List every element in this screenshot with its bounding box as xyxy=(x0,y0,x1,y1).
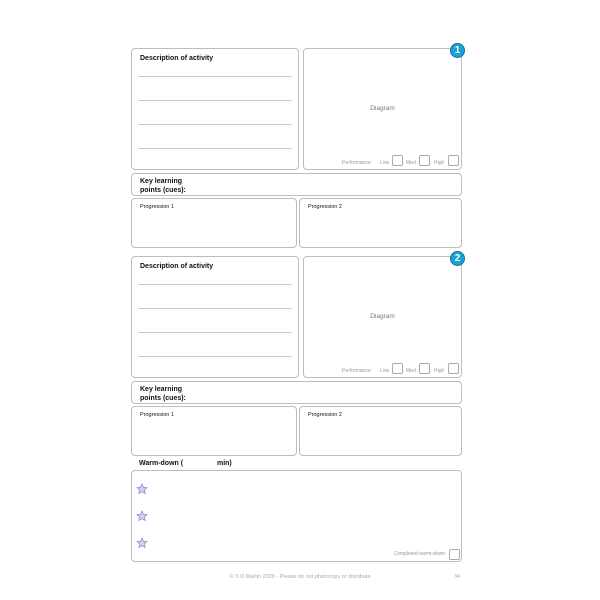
writing-line xyxy=(138,124,292,125)
diagram-box-2 xyxy=(303,256,462,378)
description-box-1 xyxy=(131,48,299,170)
key-points-title-2: Key learning points (cues): xyxy=(140,386,186,402)
level-low-label: Low xyxy=(380,368,390,374)
performance-label: Performance: xyxy=(342,160,373,166)
level-low-checkbox[interactable] xyxy=(392,363,403,374)
key-points-box-1 xyxy=(131,173,462,196)
warmdown-box xyxy=(131,470,462,562)
completed-warmdown-label: Completed warm-down xyxy=(393,551,445,557)
section-number-badge-1: 1 xyxy=(450,43,465,58)
key-points-box-2 xyxy=(131,381,462,404)
diagram-label-2: Diagram xyxy=(370,313,395,320)
star-bullet-icon xyxy=(136,537,148,549)
writing-line xyxy=(138,308,292,309)
progression-1-box-2 xyxy=(131,406,297,456)
warmdown-title xyxy=(139,460,232,467)
performance-rating-1 xyxy=(301,155,461,169)
diagram-box-1 xyxy=(303,48,462,170)
star-bullet-icon xyxy=(136,483,148,495)
completed-warmdown-checkbox[interactable] xyxy=(449,549,460,560)
level-med-checkbox[interactable] xyxy=(419,155,430,166)
level-low-label: Low xyxy=(380,160,390,166)
section-number-badge-2: 2 xyxy=(450,251,465,266)
description-box-2 xyxy=(131,256,299,378)
writing-line xyxy=(138,356,292,357)
level-low-checkbox[interactable] xyxy=(392,155,403,166)
progression-2-label: Progression 2 xyxy=(308,412,342,418)
progression-1-box-1 xyxy=(131,198,297,248)
description-title-2: Description of activity xyxy=(140,263,214,270)
writing-line xyxy=(138,284,292,285)
page-number: 34 xyxy=(454,574,461,580)
performance-label: Performance: xyxy=(342,368,373,374)
key-points-title-1: Key learning points (cues): xyxy=(140,178,186,194)
writing-line xyxy=(138,332,292,333)
level-high-checkbox[interactable] xyxy=(448,363,459,374)
level-med-label: Med xyxy=(406,368,416,374)
writing-line xyxy=(138,76,292,77)
level-med-checkbox[interactable] xyxy=(419,363,430,374)
performance-rating-2 xyxy=(301,363,461,377)
progression-1-label: Progression 1 xyxy=(140,204,174,210)
level-high-label: High xyxy=(434,160,445,166)
writing-line xyxy=(138,148,292,149)
level-med-label: Med xyxy=(406,160,416,166)
warmdown-title-suffix: min) xyxy=(216,460,232,467)
level-high-label: High xyxy=(434,368,445,374)
diagram-label-1: Diagram xyxy=(370,105,395,112)
progression-2-label: Progression 2 xyxy=(308,204,342,210)
warmdown-title-prefix: Warm-down ( xyxy=(139,460,184,467)
star-bullet-icon xyxy=(136,510,148,522)
writing-line xyxy=(138,100,292,101)
description-title-1: Description of activity xyxy=(140,55,214,62)
level-high-checkbox[interactable] xyxy=(448,155,459,166)
progression-1-label: Progression 1 xyxy=(140,412,174,418)
copyright-footer: © S D Martin 2026 - Please do not photocopy or distribute xyxy=(229,574,371,580)
progression-2-box-1 xyxy=(299,198,462,248)
progression-2-box-2 xyxy=(299,406,462,456)
